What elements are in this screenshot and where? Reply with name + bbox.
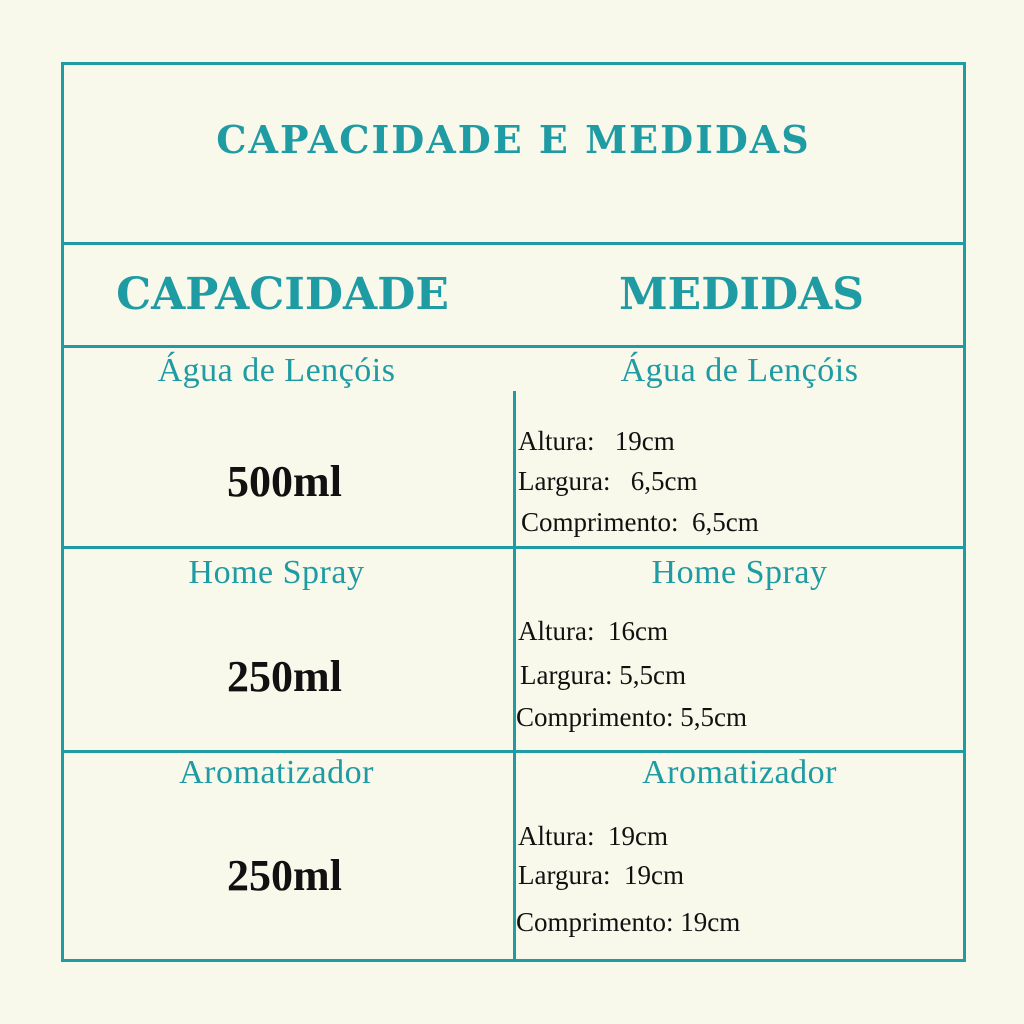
- capacity-value: 500ml: [227, 457, 342, 506]
- spec-width: Largura: 5,5cm: [520, 660, 686, 690]
- header-measures: MEDIDAS: [618, 269, 865, 320]
- product-name-measures: Home Spray: [651, 554, 828, 591]
- spec-height: Altura: 19cm: [518, 426, 675, 456]
- product-name-capacity: Home Spray: [188, 554, 365, 591]
- spec-height: Altura: 19cm: [518, 821, 668, 851]
- spec-width: Largura: 6,5cm: [518, 466, 698, 496]
- spec-length: Comprimento: 6,5cm: [521, 507, 759, 537]
- capacity-value: 250ml: [227, 652, 342, 701]
- product-name-capacity: Água de Lençóis: [157, 352, 396, 389]
- page-title: CAPACIDADE E MEDIDAS: [216, 117, 811, 162]
- spec-width: Largura: 19cm: [518, 860, 684, 890]
- spec-length: Comprimento: 5,5cm: [516, 702, 747, 732]
- column-divider: [513, 391, 516, 959]
- capacity-value: 250ml: [227, 851, 342, 900]
- product-name-capacity: Aromatizador: [179, 754, 374, 791]
- product-name-measures: Água de Lençóis: [620, 352, 859, 389]
- divider-header: [64, 345, 963, 348]
- spec-length: Comprimento: 19cm: [516, 907, 741, 937]
- divider-title: [64, 242, 963, 245]
- specs-table: [61, 62, 966, 962]
- spec-height: Altura: 16cm: [518, 616, 668, 646]
- product-name-measures: Aromatizador: [642, 754, 837, 791]
- header-capacity: CAPACIDADE: [116, 269, 449, 320]
